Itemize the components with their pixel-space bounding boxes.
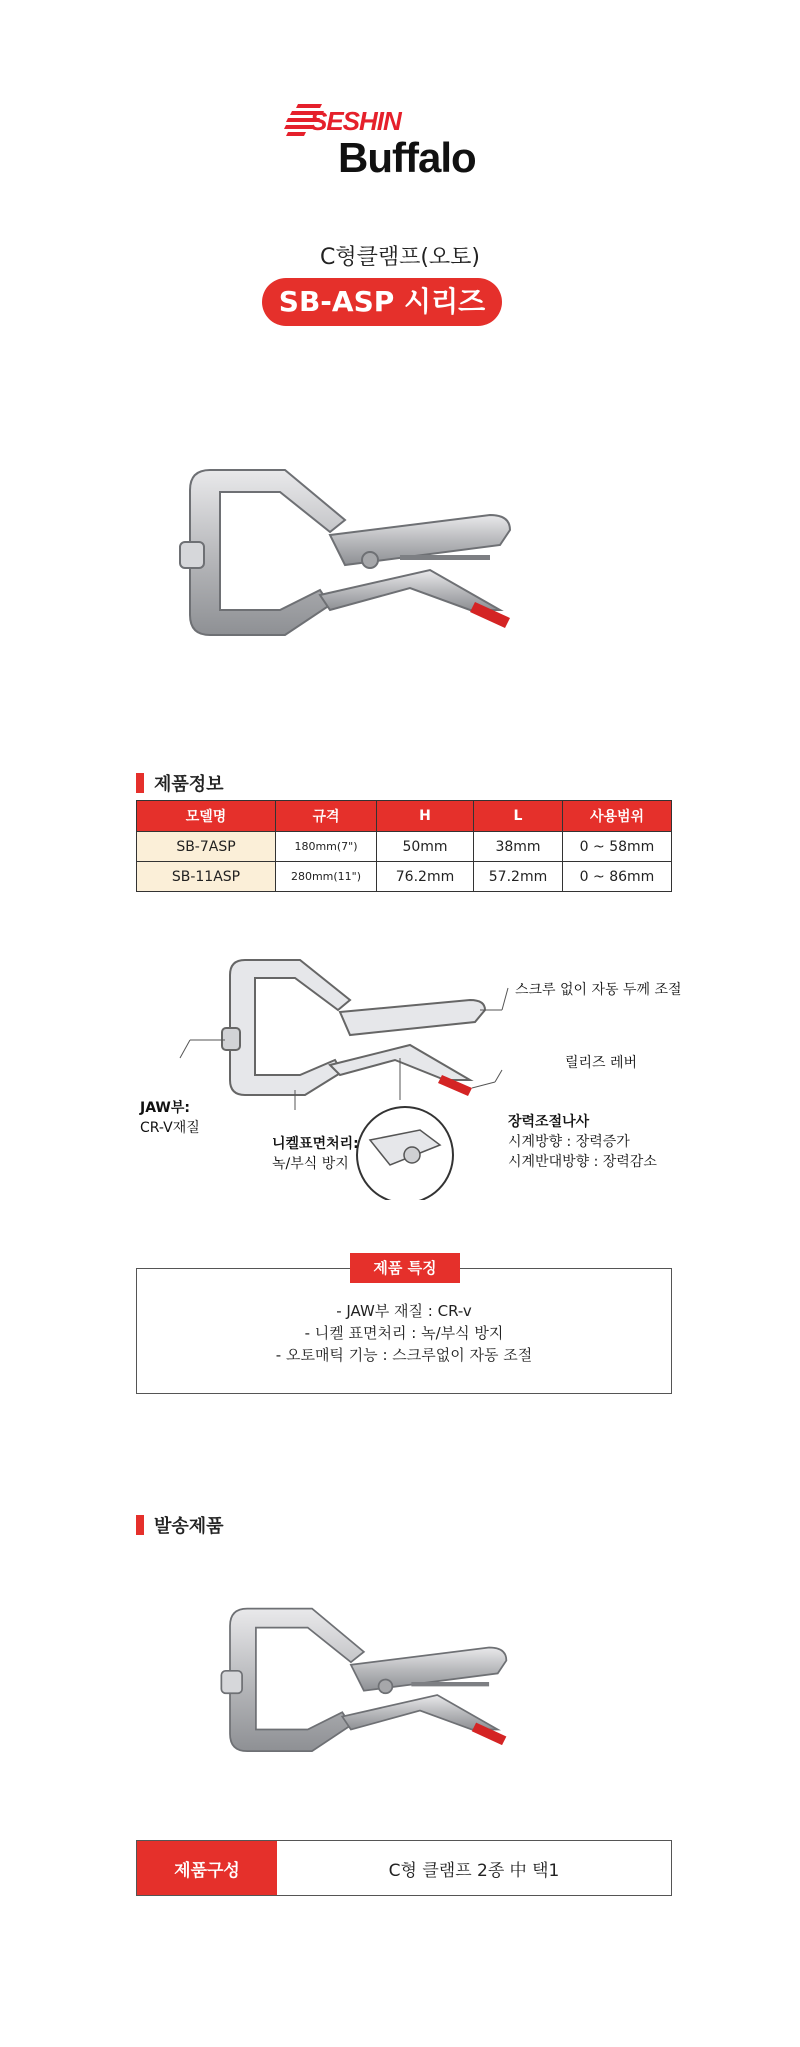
brand-logo (280, 90, 540, 190)
table-cell: 280mm(11") (276, 862, 377, 892)
feature-list (136, 1300, 672, 1366)
feature-item: - 오토매틱 기능 : 스크루없이 자동 조절 (275, 1346, 533, 1364)
composition-box (136, 1840, 672, 1896)
table-cell: SB-7ASP (137, 832, 276, 862)
column-header: 규격 (276, 801, 377, 832)
callout-nickel-title: 니켈표면처리: (272, 1136, 359, 1152)
table-row (137, 832, 672, 862)
product-image-main (170, 460, 650, 680)
spec-table (136, 800, 672, 892)
column-header: 모델명 (137, 801, 276, 832)
section-marker (136, 1515, 144, 1535)
callout-nickel-desc: 녹/부식 방지 (272, 1156, 349, 1172)
composition-value: C형 클램프 2종 中 택1 (388, 1860, 560, 1881)
product-image-shipping (210, 1600, 630, 1790)
series-badge: SB-ASP 시리즈 (262, 278, 502, 326)
callout-tension-cw: 시계방향 : 장력증가 (508, 1134, 630, 1150)
table-cell: SB-11ASP (137, 862, 276, 892)
table-cell: 0 ~ 58mm (563, 832, 672, 862)
table-cell: 50mm (377, 832, 474, 862)
table-cell: 0 ~ 86mm (563, 862, 672, 892)
callout-tension-ccw: 시계반대방향 : 장력감소 (508, 1154, 657, 1170)
column-header: 사용범위 (563, 801, 672, 832)
column-header: L (474, 801, 563, 832)
callout-auto-adjust: 스크루 없이 자동 두께 조절 (515, 982, 682, 998)
table-cell: 76.2mm (377, 862, 474, 892)
feature-badge: 제품 특징 (350, 1253, 460, 1283)
table-cell: 38mm (474, 832, 563, 862)
callout-nickel (272, 1134, 359, 1174)
feature-item: - 니켈 표면처리 : 녹/부식 방지 (304, 1324, 504, 1342)
callout-jaw-desc: CR-V재질 (140, 1120, 200, 1136)
table-row (137, 862, 672, 892)
section-marker (136, 773, 144, 793)
column-header: H (377, 801, 474, 832)
logo-seshin-text: SESHIN (310, 106, 401, 136)
callout-tension-title: 장력조절나사 (508, 1114, 590, 1130)
table-header-row (137, 801, 672, 832)
callout-tension (508, 1112, 657, 1172)
callout-release-lever: 릴리즈 레버 (565, 1055, 638, 1071)
spec-section-label: 제품정보 (154, 774, 224, 795)
logo-buffalo-text: Buffalo (338, 134, 476, 181)
table-cell: 180mm(7") (276, 832, 377, 862)
product-subtitle: C형클램프(오토) (319, 245, 481, 270)
composition-label: 제품구성 (137, 1841, 277, 1895)
shipping-section-label: 발송제품 (154, 1516, 224, 1537)
table-cell: 57.2mm (474, 862, 563, 892)
shipping-section-title (136, 1512, 224, 1538)
feature-item: - JAW부 재질 : CR-v (336, 1302, 472, 1320)
spec-section-title (136, 770, 224, 796)
callout-jaw (140, 1098, 200, 1138)
callout-jaw-title: JAW부: (140, 1100, 190, 1116)
